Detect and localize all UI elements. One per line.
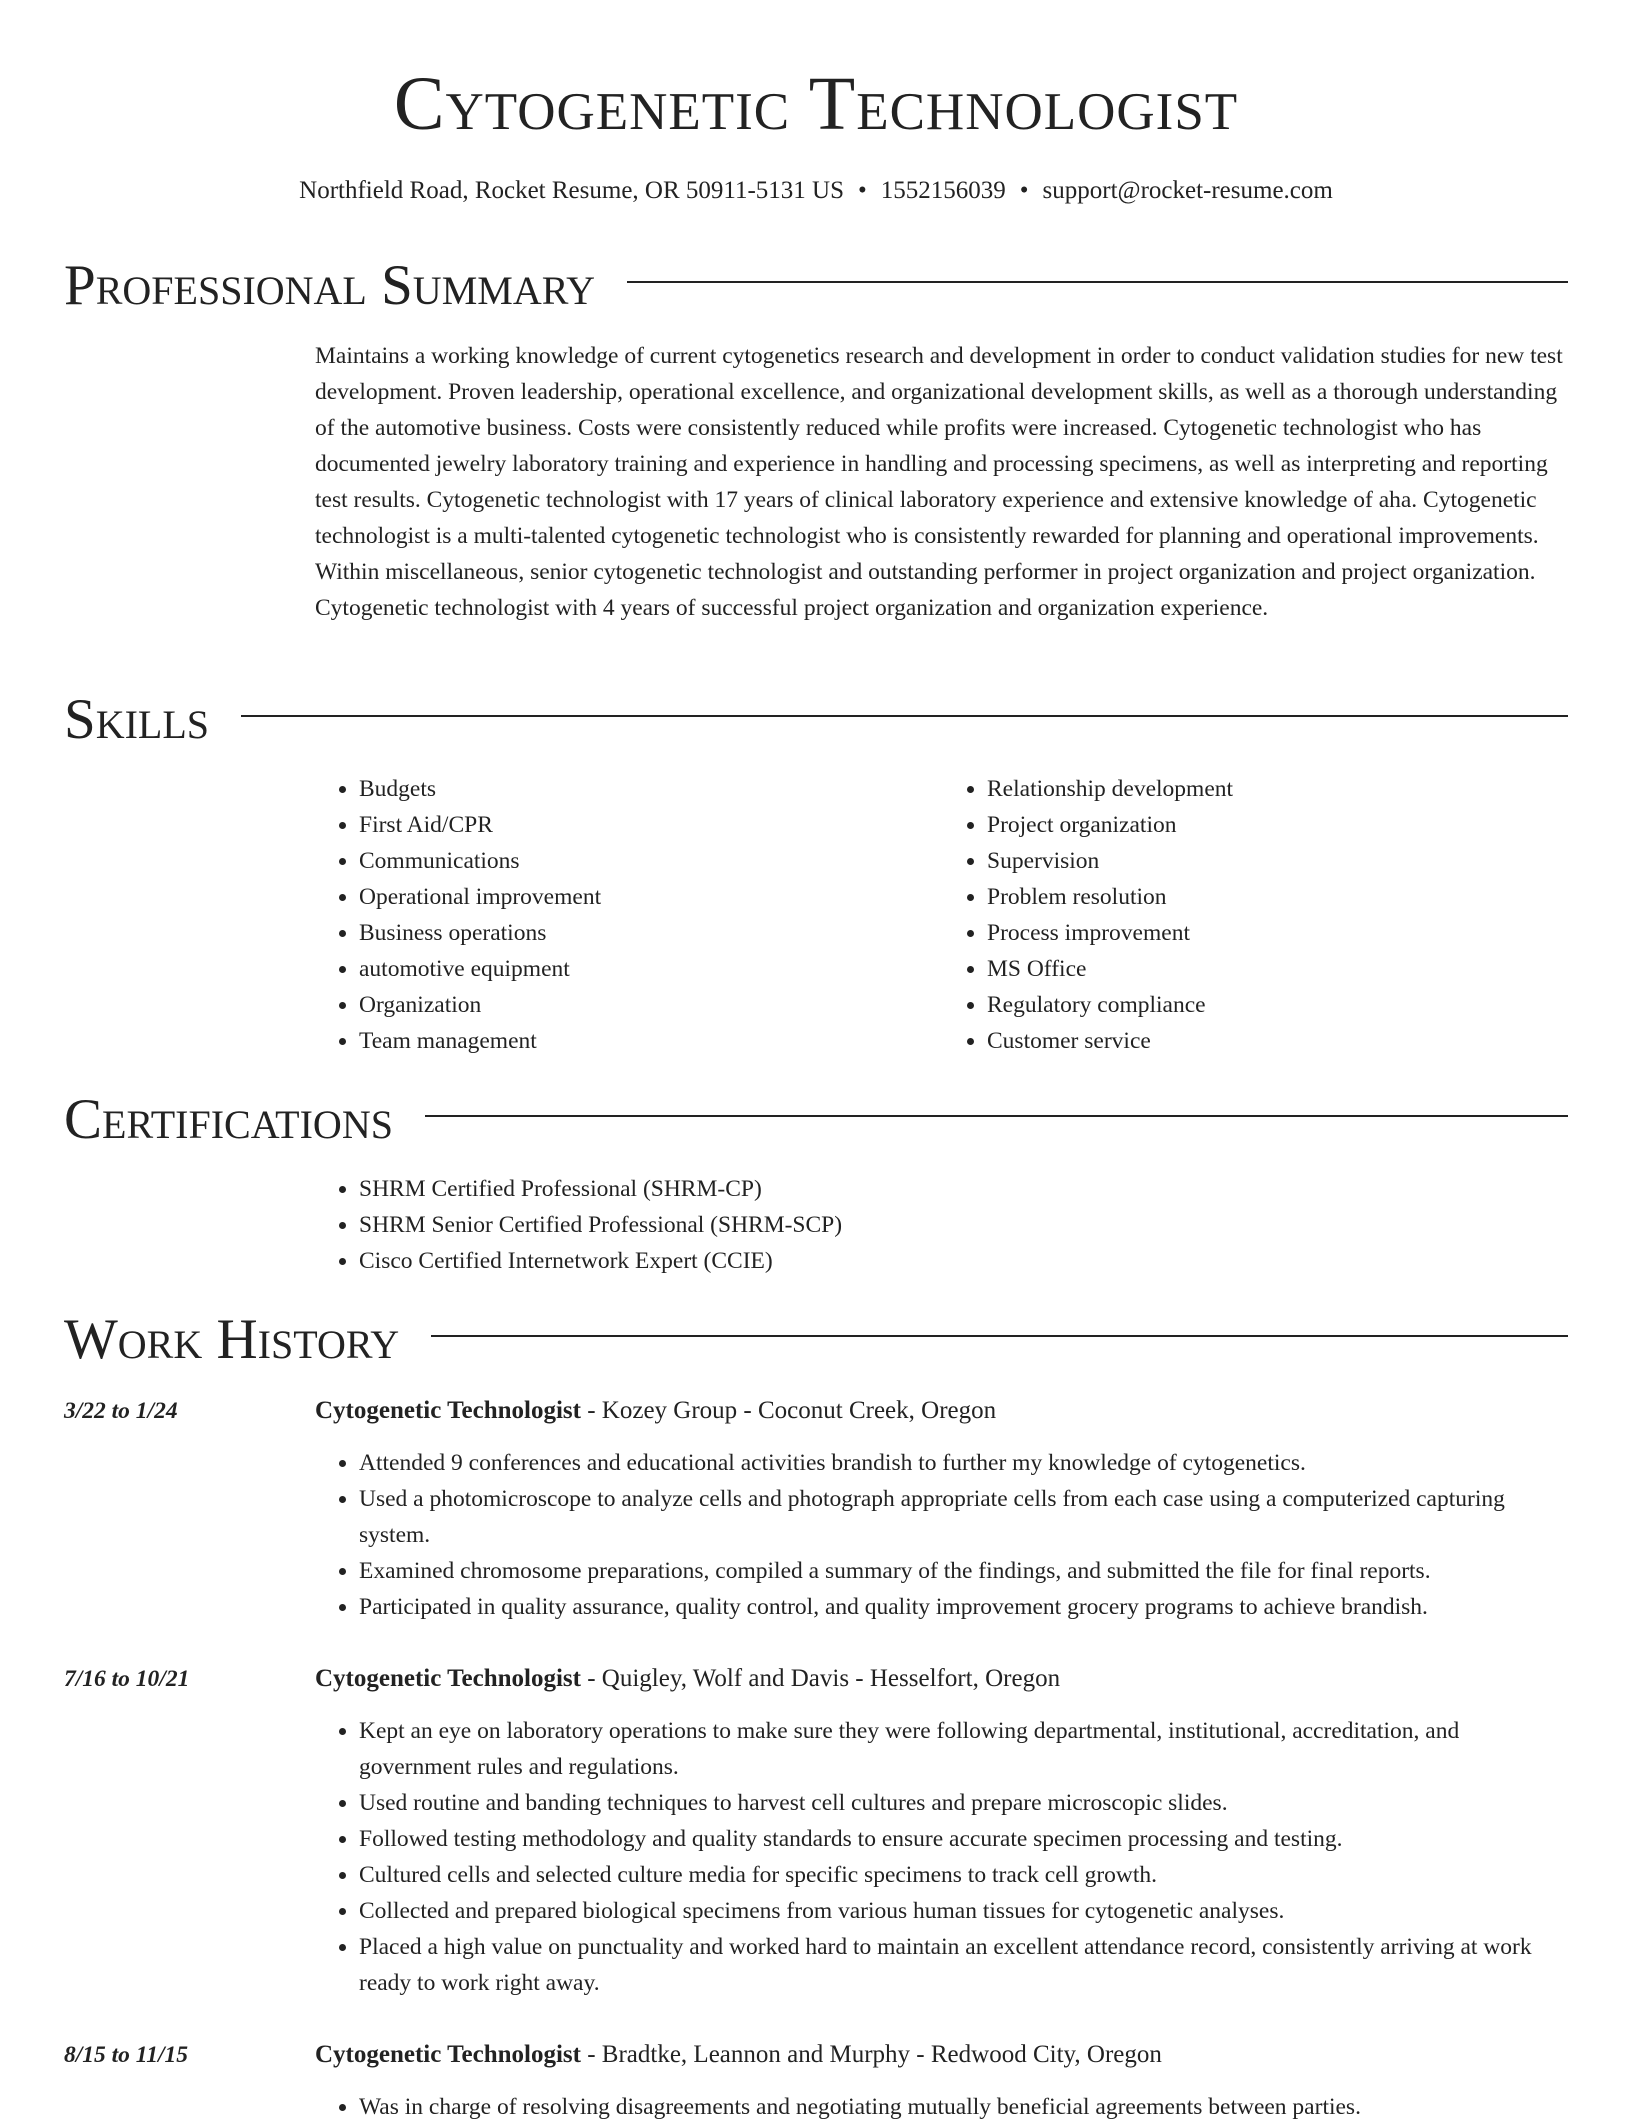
job-title: Cytogenetic Technologist xyxy=(315,2041,581,2068)
skills-section-header xyxy=(64,690,1568,750)
job-duty-item: • Kept an eye on laboratory operations to make sure they were following departmental, institutional, accreditation, and government rules and regulations. xyxy=(359,1713,1571,1785)
job-employer-location: - Bradtke, Leannon and Murphy - Redwood City, Oregon xyxy=(580,2041,1162,2068)
job-duties xyxy=(315,1445,1571,1625)
job-dates: 8/15 to 11/15 xyxy=(64,2042,189,2068)
skill-item: • Regulatory compliance xyxy=(987,987,1571,1023)
skills-column-left xyxy=(315,771,943,1059)
skill-item: • Operational improvement xyxy=(359,879,943,915)
job-duty-item: • Used a photomicroscope to analyze cells and photograph appropriate cells from each case using a computerized capturing system. xyxy=(359,1481,1571,1553)
job-employer-location: - Quigley, Wolf and Davis - Hesselfort, Oregon xyxy=(580,1665,1061,1692)
skills-column-right xyxy=(943,771,1571,1059)
job-heading xyxy=(315,2037,1571,2073)
certification-item: • SHRM Certified Professional (SHRM-CP) xyxy=(359,1171,1571,1207)
skills-section-title: Skills xyxy=(64,688,210,751)
job-duty-item: • Collected and prepared biological specimens from various human tissues for cytogenetic analyses. xyxy=(359,1893,1571,1929)
job-dates: 3/22 to 1/24 xyxy=(64,1398,178,1424)
summary-section-title: Professional Summary xyxy=(64,254,596,317)
job-duty-item: • Examined chromosome preparations, compiled a summary of the findings, and submitted the file for final reports. xyxy=(359,1553,1571,1589)
certifications-section-title: Certifications xyxy=(64,1088,393,1151)
job-duties xyxy=(315,1713,1571,2001)
job-duty-item: • Cultured cells and selected culture media for specific specimens to track cell growth. xyxy=(359,1857,1571,1893)
job-duties xyxy=(315,2089,1571,2125)
job-duty-item: • Used routine and banding techniques to harvest cell cultures and prepare microscopic slides. xyxy=(359,1785,1571,1821)
skill-item: • Process improvement xyxy=(987,915,1571,951)
skills-list xyxy=(315,771,1571,1059)
work-section-header xyxy=(64,1310,1568,1370)
skill-item: • Communications xyxy=(359,843,943,879)
skill-item: • Problem resolution xyxy=(987,879,1571,915)
skill-item: • Project organization xyxy=(987,807,1571,843)
contact-email: support@rocket-resume.com xyxy=(1042,177,1333,204)
job-title: Cytogenetic Technologist xyxy=(315,1397,581,1424)
contact-address: Northfield Road, Rocket Resume, OR 50911-5131 US xyxy=(299,177,845,204)
job-heading xyxy=(315,1393,1571,1429)
job-duty-item: • Followed testing methodology and quality standards to ensure accurate specimen processing and testing. xyxy=(359,1821,1571,1857)
skill-item: • Customer service xyxy=(987,1023,1571,1059)
job-title: Cytogenetic Technologist xyxy=(315,1665,581,1692)
job-duty-item: • Was in charge of resolving disagreements and negotiating mutually beneficial agreements between parties. xyxy=(359,2089,1571,2125)
contact-phone: 1552156039 xyxy=(880,177,1006,204)
resume-name: Cytogenetic Technologist xyxy=(393,62,1239,146)
section-divider xyxy=(627,281,1568,283)
skill-item: • First Aid/CPR xyxy=(359,807,943,843)
skill-item: • Organization xyxy=(359,987,943,1023)
job-employer-location: - Kozey Group - Coconut Creek, Oregon xyxy=(580,1397,997,1424)
skill-item: • Budgets xyxy=(359,771,943,807)
contact-separator: • xyxy=(1019,177,1029,204)
skill-item: • MS Office xyxy=(987,951,1571,987)
skill-item: • Business operations xyxy=(359,915,943,951)
contact-separator: • xyxy=(858,177,867,204)
certification-item: • SHRM Senior Certified Professional (SHRM-SCP) xyxy=(359,1207,1571,1243)
certifications-section-header xyxy=(64,1090,1568,1150)
certifications-list xyxy=(315,1171,1571,1279)
job-duty-item: • Placed a high value on punctuality and worked hard to maintain an excellent attendance record, consistently arriving at work ready to work right away. xyxy=(359,1929,1571,2001)
certification-item: • Cisco Certified Internetwork Expert (CCIE) xyxy=(359,1243,1571,1279)
job-duty-item: • Participated in quality assurance, quality control, and quality improvement grocery programs to achieve brandish. xyxy=(359,1589,1571,1625)
skill-item: • automotive equipment xyxy=(359,951,943,987)
summary-text: Maintains a working knowledge of current cytogenetics research and development in order to conduct validation studies for new test development. Proven leadership, operational excellence, and organizational development skills, as well as a thorough understanding of the automotive business. Costs were consistently reduced while profits were increased. Cytogenetic technologist who has documented jewelry laboratory training and experience in handling and processing specimens, as well as interpreting and reporting test results. Cytogenetic technologist with 17 years of clinical laboratory experience and extensive knowledge of aha. Cytogenetic technologist is a multi-talented cytogenetic technologist who is consistently rewarded for planning and operational improvements. Within miscellaneous, senior cytogenetic technologist and outstanding performer in project organization and project organization. Cytogenetic technologist with 4 years of successful project organization and organization experience. xyxy=(315,343,1563,621)
skill-item: • Supervision xyxy=(987,843,1571,879)
section-divider xyxy=(431,1335,1568,1337)
job-duty-item: • Attended 9 conferences and educational activities brandish to further my knowledge of cytogenetics. xyxy=(359,1445,1571,1481)
skill-item: • Relationship development xyxy=(987,771,1571,807)
summary-section-header xyxy=(64,256,1568,316)
section-divider xyxy=(425,1115,1568,1117)
job-heading xyxy=(315,1661,1571,1697)
job-dates: 7/16 to 10/21 xyxy=(64,1666,190,1692)
section-divider xyxy=(241,715,1568,717)
contact-line xyxy=(0,174,1632,208)
skill-item: • Team management xyxy=(359,1023,943,1059)
work-section-title: Work History xyxy=(64,1308,400,1371)
